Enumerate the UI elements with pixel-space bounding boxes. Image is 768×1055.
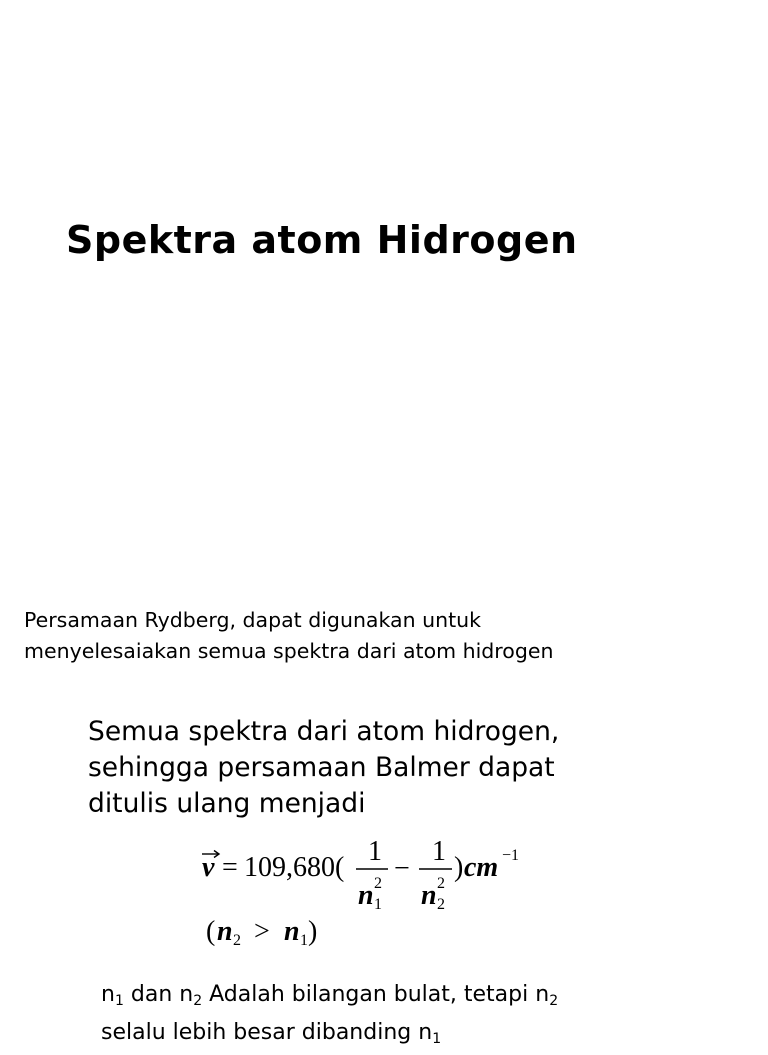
note-n1: n	[101, 982, 115, 1007]
note-text-middle: Adalah bilangan bulat, tetapi	[202, 982, 536, 1007]
cond-close-paren: )	[308, 916, 318, 947]
eq-close-paren: )	[454, 852, 464, 883]
note-n2b-sub: 2	[549, 993, 559, 1009]
rydberg-line-2: menyelesaiakan semua spektra dari atom hidrogen	[24, 639, 554, 663]
balmer-line-3: ditulis ulang menjadi	[88, 788, 366, 819]
slide-title: Spektra atom Hidrogen	[66, 218, 578, 262]
eq-denominator-2-sub: 2	[437, 896, 445, 913]
eq-constant: 109,680(	[244, 852, 345, 883]
eq-numerator-1: 1	[368, 836, 382, 867]
note-n1-sub: 1	[114, 993, 124, 1009]
cond-n1-sub: 1	[300, 932, 308, 949]
note-n1b: n	[418, 1020, 433, 1045]
eq-denominator-2-base: n	[421, 880, 437, 911]
cond-n2-base: n	[217, 916, 233, 947]
eq-denominator-1-sup: 2	[374, 875, 382, 892]
note-dan: dan	[123, 982, 180, 1007]
equation-graphic	[198, 828, 528, 952]
eq-denominator-1-base: n	[358, 880, 374, 911]
eq-denominator-1-sub: 1	[374, 896, 382, 913]
rydberg-line-1: Persamaan Rydberg, dapat digunakan untuk	[24, 608, 481, 632]
cond-operator: >	[254, 916, 270, 947]
integer-note	[101, 979, 741, 1055]
note-line-2	[101, 1017, 741, 1055]
eq-numerator-2: 1	[432, 836, 446, 867]
rydberg-statement	[24, 605, 754, 667]
note-n1b-sub: 1	[432, 1031, 442, 1047]
note-n2b: n	[535, 982, 550, 1007]
balmer-line-1: Semua spektra dari atom hidrogen,	[88, 716, 560, 747]
eq-unit-exponent: −1	[502, 847, 520, 864]
cond-open-paren: (	[206, 916, 216, 947]
eq-lhs: v	[202, 852, 215, 883]
eq-unit: cm	[464, 852, 499, 883]
note-n2: n	[179, 982, 194, 1007]
note-n2-sub: 2	[193, 993, 203, 1009]
eq-denominator-2-sup: 2	[437, 875, 445, 892]
eq-equals: =	[222, 852, 238, 883]
cond-n2-sub: 2	[233, 932, 241, 949]
note-line-1	[101, 979, 741, 1017]
balmer-paragraph	[88, 714, 728, 822]
note-line-2-text: selalu lebih besar dibanding	[101, 1020, 419, 1045]
rydberg-equation	[198, 828, 528, 952]
cond-n1-base: n	[284, 916, 300, 947]
balmer-line-2: sehingga persamaan Balmer dapat	[88, 752, 555, 783]
eq-minus: −	[394, 853, 410, 884]
